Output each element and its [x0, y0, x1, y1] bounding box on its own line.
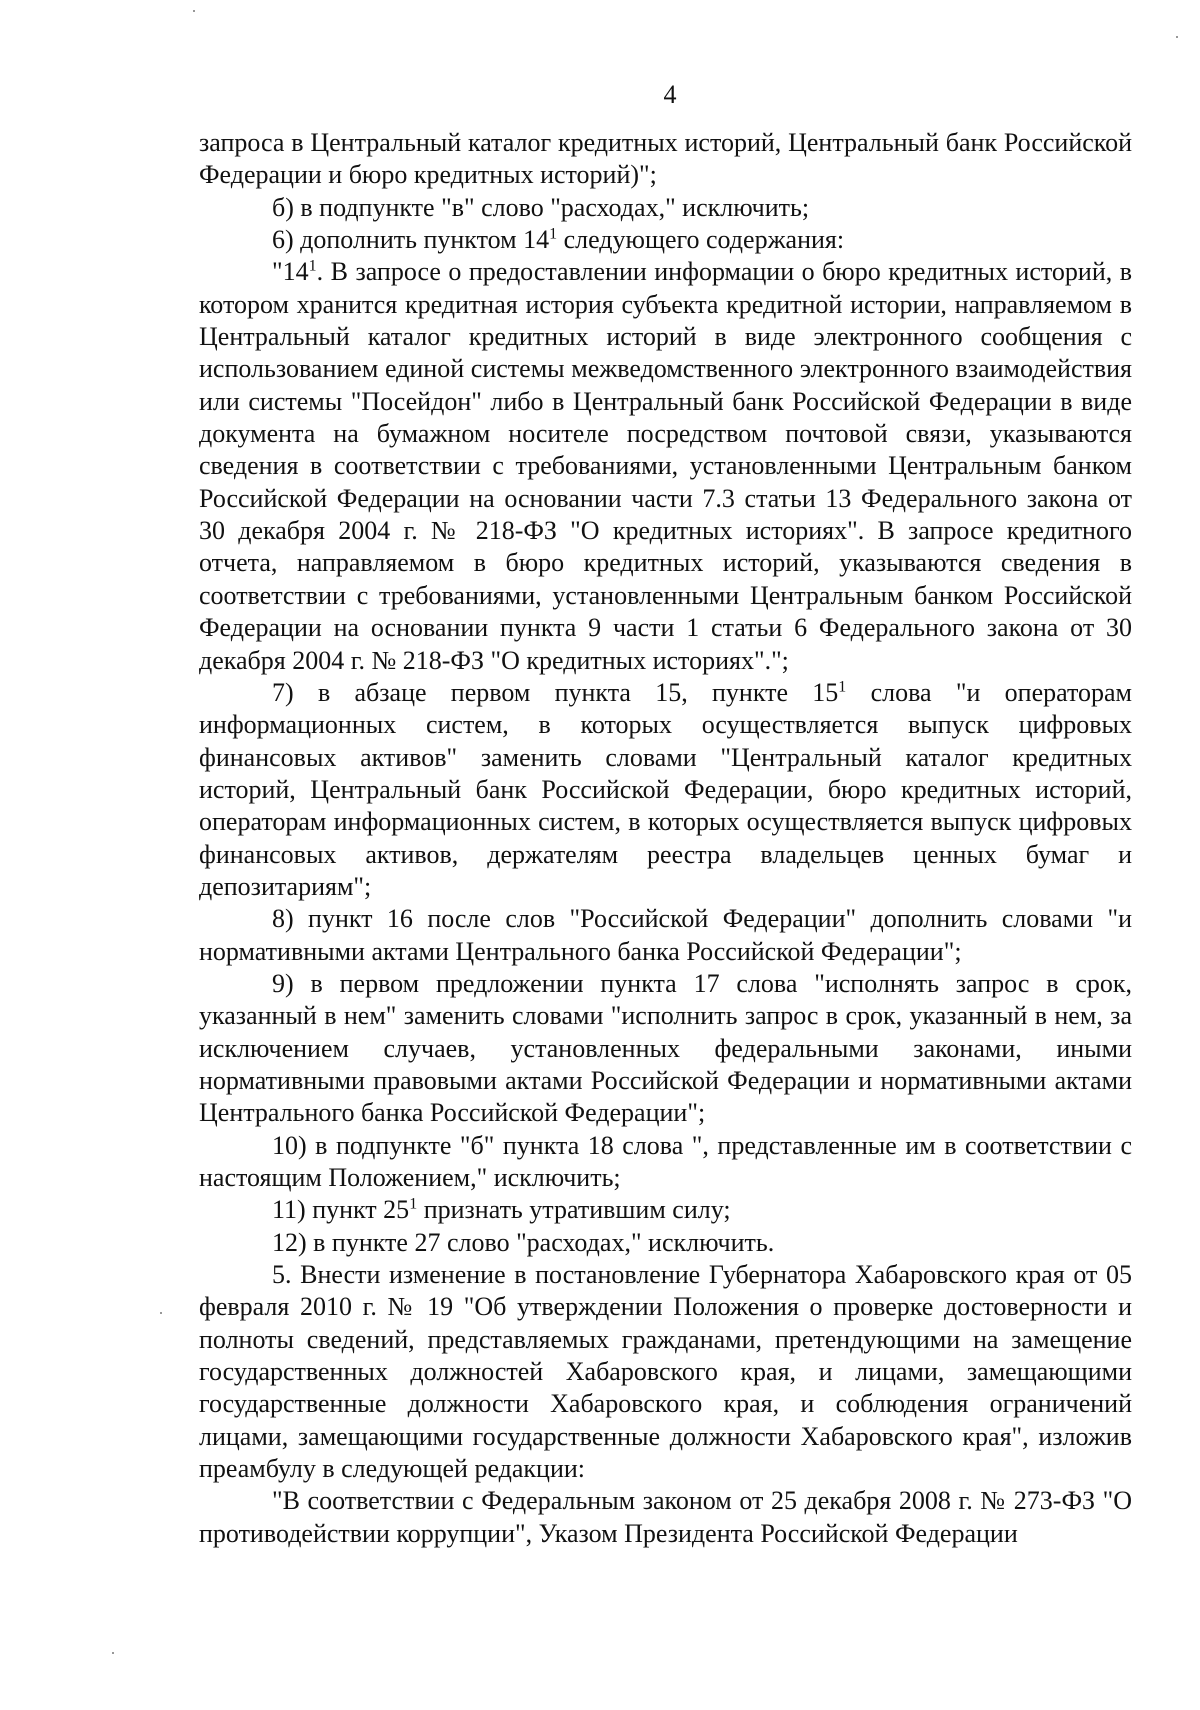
superscript: 1 [409, 1195, 418, 1213]
superscript: 1 [308, 257, 317, 275]
paragraph-item-9: 9) в первом предложении пункта 17 слова "исполнять запрос в срок, указанный в нем" заменить словами "исполнить запрос в срок, указанный в нем, за исключением случаев, установленных федеральными законами, иными нормативными правовыми актами Российской Федерации и нормативными актами Центрального банка Российской Федерации"; [199, 968, 1132, 1128]
paragraph-item-7: 7) в абзаце первом пункта 15, пункте $15^1$ слова "и операторам информационных систем, в которых осуществляется выпуск цифровых финансовых активов" заменить словами "Центральный каталог кредитных историй, Центральный банк Российской Федерации, бюро кредитных историй, операторам информационных систем, в которых осуществляется выпуск цифровых финансовых активов, держателям реестра владельцев ценных бумаг и депозитариям"; [199, 677, 1132, 901]
paragraph-continuation: запроса в Центральный каталог кредитных историй, Центральный банк Российской Федерации и бюро кредитных историй)"; [199, 128, 1132, 190]
scan-speck [112, 1652, 114, 1654]
paragraph-item-10: 10) в подпункте "б" пункта 18 слова ", представленные им в соответствии с настоящим Положением," исключить; [199, 1130, 1132, 1192]
paragraph-section-5: 5. Внести изменение в постановление Губернатора Хабаровского края от 05 февраля 2010 г. № 19 "Об утверждении Положения о проверке достоверности и полноты сведений, представляемых гражданами, претендующими на замещение государственных должностей Хабаровского края, и лицами, замещающими государственные должности Хабаровского края, и соблюдения ограничений лицами, замещающими государственные должности Хабаровского края", изложив преамбулу в следующей редакции: [199, 1260, 1132, 1484]
paragraph-point-14-1: "$14^1$. В запросе о предоставлении информации о бюро кредитных историй, в котором хранится кредитная история субъекта кредитной истории, направляемом в Центральный каталог кредитных историй в виде электронного сообщения с использованием единой системы межведомственного электронного взаимодействия или системы "Посейдон" либо в Центральный банк Российской Федерации в виде документа на бумажном носителе посредством почтовой связи, указываются сведения в соответствии с требованиями, установленными Центральным банком Российской Федерации на основании части 7.3 статьи 13 Федерального закона от 30 декабря 2004 г. № 218-ФЗ "О кредитных историях". В запросе кредитного отчета, направляемом в бюро кредитных историй, указываются сведения в соответствии с требованиями, установленными Центральным банком Российской Федерации на основании пункта 9 части 1 статьи 6 Федерального закона от 30 декабря 2004 г. № 218-ФЗ "О кредитных историях"."; [199, 257, 1132, 675]
scan-speck [160, 1312, 162, 1314]
paragraph-preamble: "В соответствии с Федеральным законом от 25 декабря 2008 г. № 273-ФЗ "О противодействии коррупции", Указом Президента Российской Федерации [199, 1486, 1132, 1548]
page-number: 4 [663, 80, 677, 109]
scan-speck [193, 10, 195, 12]
paragraph-item-6: 6) дополнить пунктом $14^1$ следующего содержания: [272, 225, 845, 255]
paragraph-item-11: 11) пункт $25^1$ признать утратившим силу; [272, 1195, 731, 1225]
superscript: 1 [838, 678, 847, 696]
scan-speck [1176, 36, 1178, 38]
superscript: 1 [549, 225, 558, 243]
paragraph-item-12: 12) в пункте 27 слово "расходах," исключить. [272, 1227, 775, 1257]
paragraph-item-8: 8) пункт 16 после слов "Российской Федерации" дополнить словами "и нормативными актами Центрального банка Российской Федерации"; [199, 904, 1132, 966]
document-body [199, 127, 1132, 1550]
paragraph-item-b: б) в подпункте "в" слово "расходах," исключить; [272, 192, 810, 222]
